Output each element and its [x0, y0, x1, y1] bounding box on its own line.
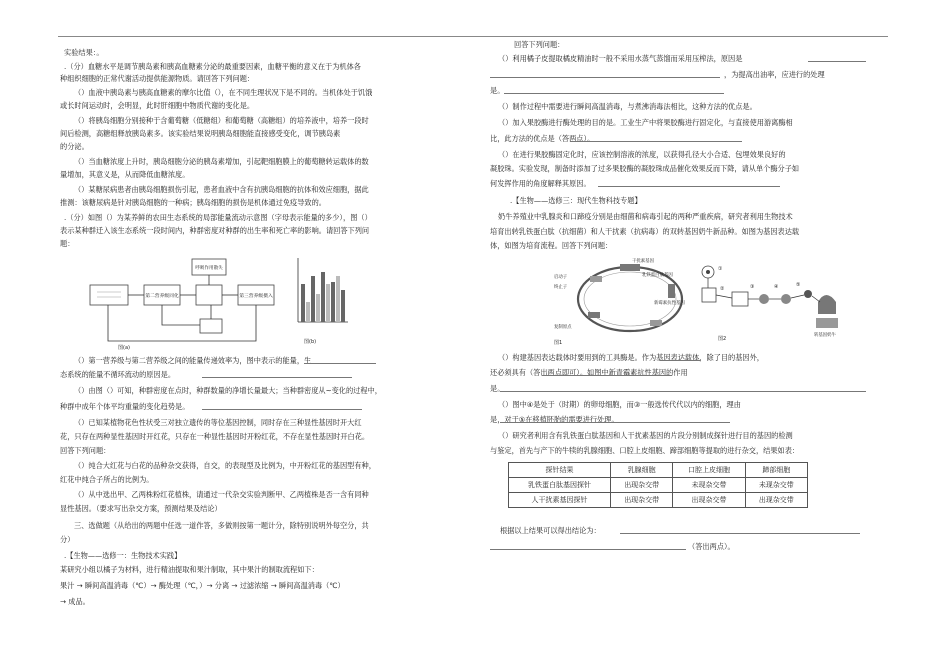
text-line: （）纯合大红花与白花的品种杂交获得，自交，的表现型及比例为，中开粉红花的基因型有种， [74, 461, 376, 470]
answer-blank [500, 391, 866, 392]
table-cell: 出现杂交带 [745, 493, 807, 508]
text-line: （）由图（）可知，种群密度在点时，种群数量的净增长量最大；当种群密度从~变化的过程中， [74, 386, 382, 395]
answer-blank [542, 375, 672, 376]
figure-caption: 图(a) [118, 345, 130, 351]
question-stem: .【生物——选修三：现代生物科技专题】 [510, 196, 642, 205]
table-header-cell: 蹄部细胞 [745, 463, 807, 478]
text-line: 分） [60, 535, 75, 544]
text-line: 推测：该糖尿病是针对胰岛细胞的一种病；胰岛细胞的损伤是机体通过免疫导致的。 [60, 198, 326, 207]
text-line: 与鉴定，首先与产下的牛犊的乳腺细胞、口腔上皮细胞、蹄部细胞等提取的进行杂交，结果如表： [490, 446, 800, 455]
plasmid-label: 复制原点 [554, 325, 572, 330]
table-cell: 出现杂交带 [673, 493, 745, 508]
bar [326, 284, 330, 322]
text-line: （）已知某植物花色性状受三对独立遗传的等位基因控制，同时存在三种显性基因时开大红 [74, 418, 362, 427]
box-producer [90, 285, 128, 305]
table-cell: 未现杂交带 [673, 478, 745, 493]
text-line: 还必须具有（答出两点即可）。如图中新青霉素抗性基因的作用 [490, 368, 688, 377]
text-line: （）研究者利用含有乳铁蛋白肽基因和人干扰素基因的片段分别制成探针进行目的基因的检测 [498, 431, 793, 440]
answer-blank [202, 409, 362, 410]
answer-blank [490, 77, 720, 78]
plasmid-label: 乳铁蛋白肽基因 [642, 273, 673, 278]
bar [331, 282, 335, 322]
box-label-second: 第二营养级同化 [145, 294, 179, 299]
bar [301, 284, 305, 322]
flow-step-label: ② [720, 286, 725, 292]
flow-step-label: ③ [750, 284, 755, 290]
text-line: 奶牛养殖业中乳腺炎和口蹄疫分别是由细菌和病毒引起的两种严重疾病，研究者利用生物技术 [498, 212, 793, 221]
text-line: 题： [60, 239, 75, 248]
answer-blank [570, 141, 742, 142]
text-line: 种群中成年个体平均重量的变化趋势是。 [60, 402, 190, 411]
plasmid-label: 启动子 [554, 275, 568, 280]
bar [341, 290, 345, 322]
text-line: 花，只存在两种显性基因时开红花，只存在一种显性基因时开粉红花，不存在显性基因时开白花。 [60, 432, 370, 441]
text-line: 或长时间运动时，会明显，此时肝细胞中物质代谢的变化是。 [60, 101, 255, 110]
text-line: 某研究小组以橘子为材料，进行精油提取和果汁制取，其中果汁的制取流程如下： [60, 565, 319, 574]
question-stem: .【生物——选修一：生物技术实践】 [64, 551, 182, 560]
text-line: （）从中选出甲、乙两株粉红花植株，请通过一代杂交实验判断甲、乙两植株是否一含有同种 [74, 490, 369, 499]
bar [311, 276, 315, 322]
text-line: （）图中④是处于（时期）的卵母细胞，而③一般选传代代以内的细胞，理由 [498, 400, 741, 409]
table-cell: 乳铁蛋白肽基因探针 [509, 478, 611, 493]
answer-blank [620, 533, 860, 534]
breeding-flow-diagram [698, 260, 848, 340]
plasmid-label: 干扰素基因 [632, 259, 654, 264]
text-line: 根据以上结果可以得出结论为： [500, 526, 601, 535]
figure-caption: 图2 [718, 336, 727, 342]
text-line: （）当血糖浓度上升时，胰岛细胞分泌的胰岛素增加，引起靶细胞膜上的葡萄糖转运载体的数 [74, 157, 369, 166]
text-line: （）血液中胰岛素与胰高血糖素的摩尔比值（），在不同生理状况下是不同的。当机体处于饥饿 [74, 88, 373, 97]
question-stem: .（分）如图（）为某养鲜的农田生态系统的局部能量流动示意图（字母表示能量的多少），图（） [64, 213, 372, 222]
bar [306, 302, 310, 322]
bar [321, 272, 325, 322]
table-cell: 人干扰素基因探针 [509, 493, 611, 508]
text-line: 态系统的能量不循环流动的原因是。 [60, 370, 176, 379]
text-line: 是。 [490, 384, 505, 393]
text-line: （）将胰岛细胞分别接种于含葡萄糖（低糖组）和葡萄糖（高糖组）的培养液中，培养一段时 [74, 116, 369, 125]
flow-step-label: ⑤ [796, 282, 801, 288]
table-row [509, 478, 808, 493]
process-flow: 果汁 → 瞬间高温消毒（℃）→ 酶处理（℃，）→ 分离 → 过滤浓缩 → 瞬间高温消毒（℃） [60, 581, 345, 590]
text-line: （）第一营养级与第二营养级之间的能量传递效率为，图中表示的能量，生 [74, 356, 312, 365]
text-line: 表示某种群迁入该生态系统一段时间内，种群密度对种群的出生率和死亡率的影响。请回答下列问 [60, 226, 370, 235]
table-row [509, 493, 808, 508]
flow-step-label: 转基因奶牛 [814, 333, 836, 338]
text-line: 体，如图为培育流程。回答下列问题： [490, 241, 613, 250]
text-line: （）某糖尿病患者由胰岛细胞损伤引起，患者血液中含有抗胰岛细胞的抗体和效应细胞，据此 [74, 185, 369, 194]
box-decomposer [200, 319, 222, 333]
text-line: （）加入果胶酶进行酶处理的目的是。工业生产中将果胶酶进行固定化，与直接使用游离酶相 [498, 118, 793, 127]
box-mid [196, 285, 222, 305]
plasmid-label: 终止子 [554, 285, 568, 290]
text-line: 红花中纯合子所占的比例为。 [60, 475, 154, 484]
box-label-respiration: 呼吸作用散失 [195, 266, 223, 271]
answer-blank [304, 363, 376, 364]
text-line: 种组织细胞的正常代谢活动提供能源物质。请回答下列问题： [60, 74, 255, 83]
text-line: 是。 [490, 86, 505, 95]
text-line: （答出两点）。 [688, 542, 735, 551]
plasmid-vector-diagram [550, 254, 700, 344]
process-flow: → 成品。 [60, 597, 90, 606]
answer-blank [504, 93, 724, 94]
text-line: 实验结果：。 [64, 48, 104, 57]
text-line: 凝胶珠。实验发现，制备时添加了过多果胶酶的凝胶珠成品催化效果反而下降，请从单个酶分子如 [490, 164, 800, 173]
text-line: 何发挥作用的角度解释其原因。 [490, 179, 591, 188]
figure-caption: 图(b) [304, 339, 317, 345]
section-heading: 三、选做题（从给出的两题中任选一道作答，多做则按第一题计分，除特别说明外每空分，共 [74, 521, 369, 530]
table-header-cell: 探针结果 [509, 463, 611, 478]
text-line: 比，此方法的优点是（答两点）。 [490, 134, 595, 143]
text-line: 的分泌。 [60, 142, 89, 151]
text-line: ，为提高出油率，应进行的处理 [724, 70, 825, 79]
text-line: 间后检测，高糖组释放胰岛素多。该实验结果说明胰岛细胞能直接感受变化，调节胰岛素 [60, 129, 341, 138]
bar [336, 276, 340, 322]
flow-step-label: ① [718, 266, 723, 272]
text-line: （）制作过程中需要进行瞬间高温消毒，与煮沸消毒法相比，这种方法的优点是。 [498, 102, 757, 111]
table-cell: 未现杂交带 [745, 478, 807, 493]
flow-step-label: ④ [774, 284, 779, 290]
table-cell: 出现杂交带 [611, 478, 673, 493]
text-line: （）构建基因表达载体时要用到的工具酶是。作为基因表达载体，除了目的基因外， [498, 353, 764, 362]
energy-flow-diagram [88, 255, 288, 351]
box-label-third: 第三营养级摄入 [239, 294, 273, 299]
density-rate-chart [292, 254, 352, 338]
answer-blank [598, 186, 780, 187]
question-stem: .（分）血糖水平是调节胰岛素和胰高血糖素分泌的最重要因素，血糖平衡的意义在于为机体各 [64, 62, 361, 71]
answer-blank [490, 549, 686, 550]
text-line: 显性基因。（要求写出杂交方案，预测结果及结论） [60, 504, 222, 513]
answer-blank [500, 422, 730, 423]
header-rule [58, 36, 888, 37]
answer-blank [202, 377, 352, 378]
answer-blank [660, 360, 700, 361]
table-cell: 出现杂交带 [611, 493, 673, 508]
bar [316, 294, 320, 322]
text-line: 量增加，其意义是，从而降低血糖浓度。 [60, 170, 190, 179]
plasmid-label: 新霉素抗性基因 [654, 301, 685, 306]
answer-blank [808, 61, 866, 62]
table-header-cell: 乳腺细胞 [611, 463, 673, 478]
text-line: （）在进行果胶酶固定化时，应该控制溶液的浓度，以获得孔径大小合适、包埋效果良好的 [498, 150, 786, 159]
text-line: 培育出转乳铁蛋白肽（抗细菌）和人干扰素（抗病毒）的双转基因奶牛新品种。如图为基因表达载 [490, 227, 800, 236]
figure-caption: 图1 [554, 340, 563, 346]
probe-results-table [508, 462, 808, 508]
table-header-cell: 口腔上皮细胞 [673, 463, 745, 478]
text-line: （）利用橘子皮提取橘皮精油时一般不采用水蒸气蒸馏而采用压榨法，原因是 [498, 54, 743, 63]
text-line: 回答下列问题： [514, 40, 565, 49]
text-line: 是，对于⑤在移植胚胎的需要进行处理。 [490, 415, 619, 424]
text-line: 回答下列问题： [60, 446, 111, 455]
table-header-row [509, 463, 808, 478]
